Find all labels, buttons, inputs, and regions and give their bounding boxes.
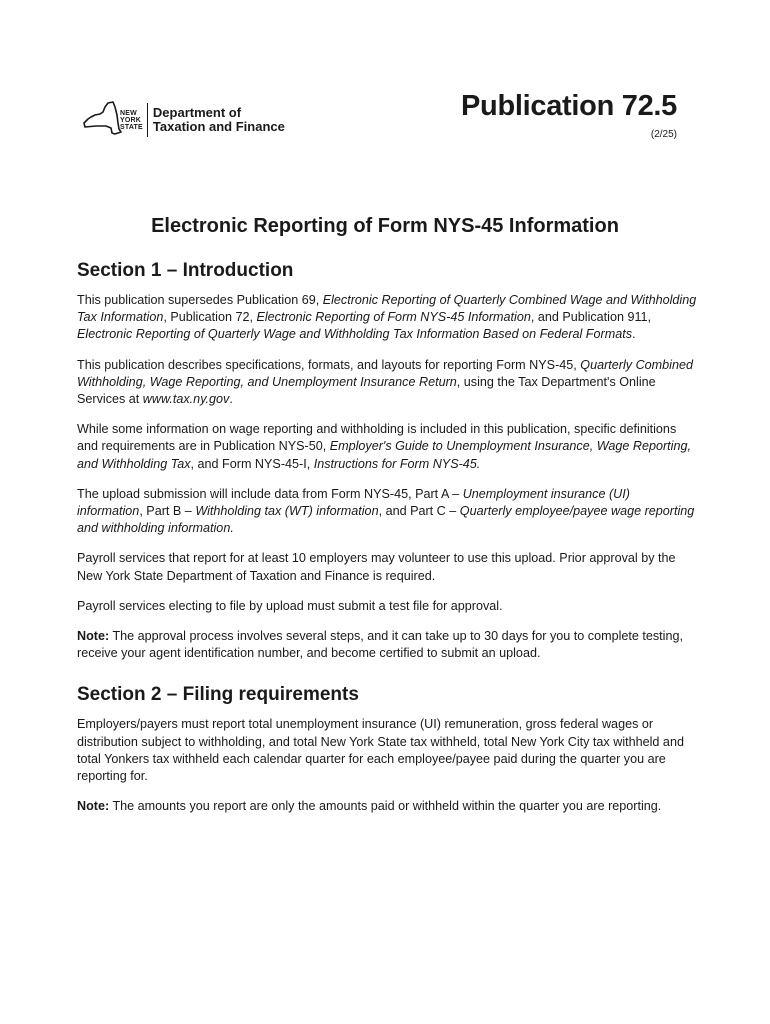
section-1-paragraph-4: The upload submission will include data from Form NYS-45, Part A – Unemployment insurance (UI) information, Part B – Withholding tax (WT) information, and Part C – Quarterly employee/payee wage reporting and withholding information. — [77, 486, 695, 536]
nys-dtf-logo — [82, 99, 285, 141]
new-york-state-map-icon — [82, 101, 122, 139]
section-1-paragraph-5: Payroll services that report for at least 10 employers may volunteer to use this upload. Prior approval by the New York State Department of Taxation and Finance is required. — [77, 551, 676, 583]
section-1-paragraph-2: This publication describes specifications, formats, and layouts for reporting Form NYS-45, Quarterly Combined Withholding, Wage Reporting, and Unemployment Insurance Return, using the Tax Department's Online Services at www.tax.ny.gov. — [77, 357, 693, 407]
section-2-note: Note: The amounts you report are only the amounts paid or withheld within the quarter you are reporting. — [77, 799, 662, 814]
publication-date: (2/25) — [650, 129, 677, 140]
section-2-heading: Section 2 – Filing requirements — [77, 684, 359, 706]
section-2-paragraph-1: Employers/payers must report total unemployment insurance (UI) remuneration, gross federal wages or distribution subject to withholding, and total New York State tax withheld, total New York City tax withheld and total Yonkers tax withheld each calendar quarter for each employee/payee paid during the quarter you are reporting for. — [77, 717, 684, 784]
section-1-paragraph-3: While some information on wage reporting and withholding is included in this publication, specific definitions and requirements are in Publication NYS-50, Employer's Guide to Unemployment Insurance, Wage Reporting, and Withholding Tax, and Form NYS-45-I, Instructions for Form NYS-45. — [77, 422, 691, 471]
section-1-note: Note: The approval process involves several steps, and it can take up to 30 days for you to complete testing, receive your agent identification number, and become certified to submit an upload. — [77, 629, 683, 661]
logo-divider — [147, 103, 148, 137]
section-1-paragraph-1: This publication supersedes Publication 69, Electronic Reporting of Quarterly Combined Wage and Withholding Tax Information, Publication 72, Electronic Reporting of Form NYS-45 Information, and Publication 911, Electronic Reporting of Quarterly Wage and Withholding Tax Information Based on Federal Formats. — [77, 293, 697, 342]
logo-department-name: Department of Taxation and Finance — [152, 105, 285, 134]
document-body — [77, 258, 697, 828]
logo-state-text: NEW YORK STATE — [120, 109, 143, 131]
section-1-paragraph-6: Payroll services electing to file by upload must submit a test file for approval. — [77, 598, 503, 613]
section-1-heading: Section 1 – Introduction — [77, 260, 294, 281]
document-title: Electronic Reporting of Form NYS-45 Information — [151, 215, 619, 237]
publication-title: Publication 72.5 — [461, 90, 677, 122]
